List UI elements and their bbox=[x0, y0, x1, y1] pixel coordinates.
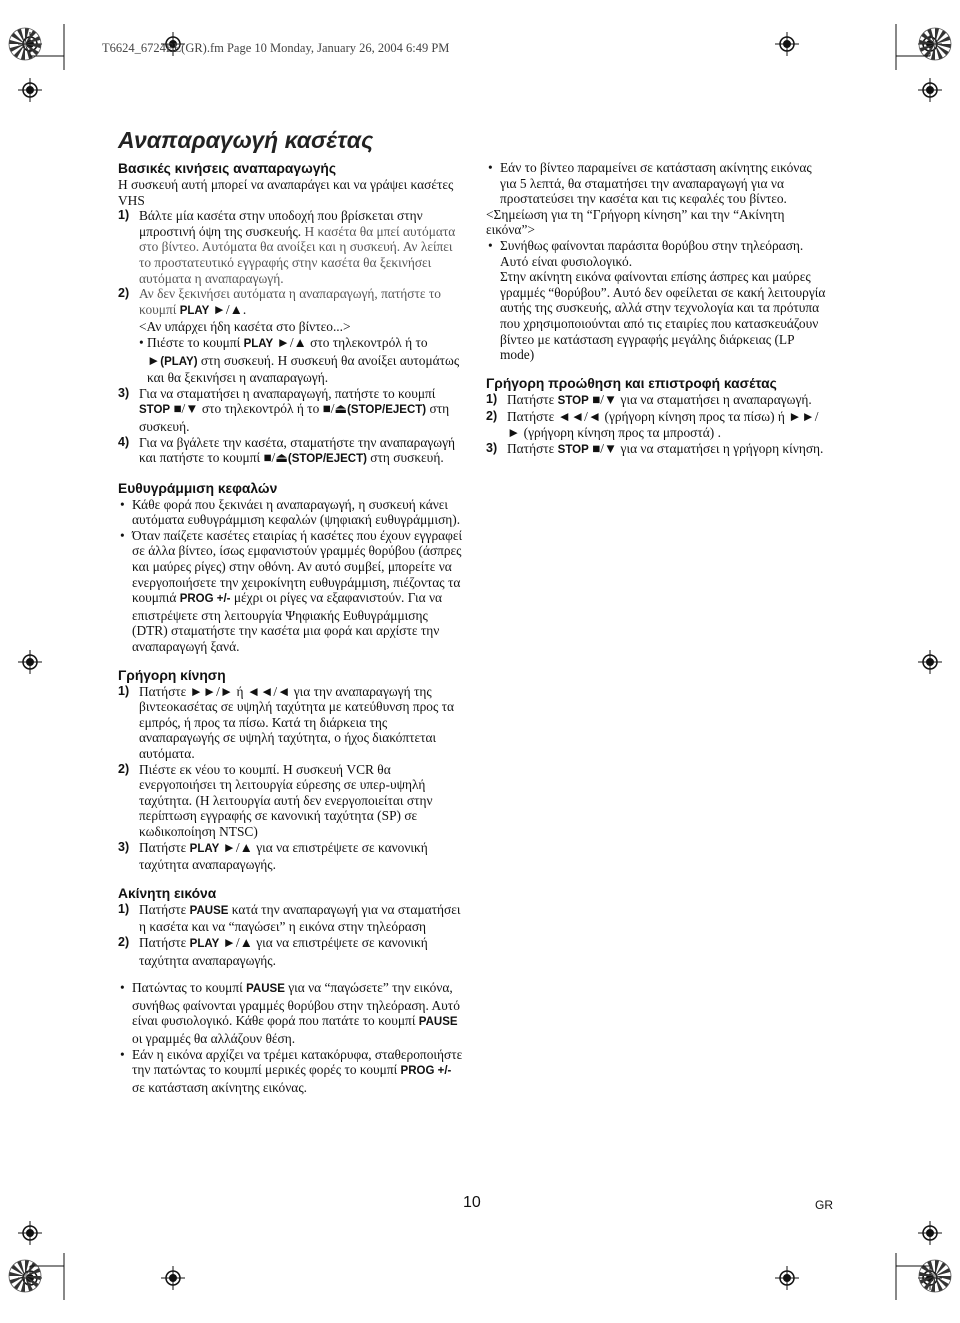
bullet-text: μέχρι οι ρίγες να εξαφανιστούν. Για να επιστρέψετε στη λειτουργία Ψηφιακής Ευθυγράμμισης (DTR) σταματήστε την κασέτα μια φορά και αρχίστε την αναπαραγωγή ξανά. bbox=[132, 590, 443, 655]
step-text: Πατήστε bbox=[507, 440, 555, 456]
page-number: 10 bbox=[463, 1194, 481, 1211]
still-timeout-bullet: • Εάν το βίντεο παραμείνει σε κατάσταση ακίνητης εικόνας για 5 λεπτά, θα σταματήσει την αναπαραγωγή για να προστατεύσει την κασέτα και τις κεφαλές του βίντεο. bbox=[486, 160, 831, 207]
rewind-icon: ◄◄/◄ bbox=[557, 409, 602, 425]
step-number: 2) bbox=[118, 761, 130, 776]
cassette-inserted-note: <Αν υπάρχει ήδη κασέτα στο βίντεο...> bbox=[139, 319, 351, 335]
noise-explanation: Στην ακίνητη εικόνα φαίνονται επίσης άσπρες και μαύρες γραμμές “θορύβου”. Αυτό δεν οφείλεται σε κακή λειτουργία αυτής της συσκευής, αλλά στην τεχνολογία και τα πρότυπα που χρησιμοποιούνται από τις εταιρίες που κατασκευάζουν βίντεο με κατάσταση εγγραφής μεγάλης διάρκειας (LP mode) bbox=[500, 269, 826, 363]
color-wheel-icon bbox=[9, 28, 41, 60]
rewind-icon: ◄◄/◄ bbox=[246, 683, 291, 699]
play-symbol-icon: ►/▲ bbox=[222, 934, 253, 950]
registration-crosshair-icon bbox=[775, 1266, 799, 1290]
registration-crosshair-icon bbox=[918, 1221, 942, 1245]
page-title: Αναπαραγωγή κασέτας bbox=[118, 127, 374, 153]
search-heading: Γρήγορη κίνηση bbox=[118, 667, 226, 683]
basic-step-4 bbox=[118, 435, 463, 468]
ff-step-3 bbox=[486, 441, 831, 459]
step-text: για να σταματήσει η γρήγορη κίνηση. bbox=[620, 440, 824, 456]
step-text: για να σταματήσει η αναπαραγωγή. bbox=[620, 391, 812, 407]
step-number: 1) bbox=[118, 683, 130, 698]
step-text: Πατήστε bbox=[139, 839, 187, 855]
play-key-label: PLAY bbox=[189, 937, 220, 950]
still-step-2 bbox=[118, 935, 463, 968]
step-text: ή bbox=[236, 683, 244, 699]
still-step-1 bbox=[118, 902, 463, 935]
play-symbol-icon: ►/▲ bbox=[212, 301, 243, 317]
tracking-heading: Ευθυγράμμιση κεφαλών bbox=[118, 480, 278, 496]
step-text: στη συσκευή. Η συσκευή θα ανοίξει αυτομάτως και θα ξεκινήσει η αναπαραγωγή. bbox=[147, 352, 460, 386]
file-header: T6624_6724EE(GR).fm Page 10 Monday, January 26, 2004 6:49 PM bbox=[102, 41, 450, 55]
step-number: 3) bbox=[486, 440, 498, 455]
ff-step-2 bbox=[486, 409, 831, 440]
step-text: στη συσκευή. bbox=[370, 450, 444, 466]
bullet-text: Όταν παίζετε κασέτες εταιρίας ή κασέτες που έχουν εγγραφεί σε άλλα βίντεο, ίσως εμφανιστούν γραμμές θορύβου (άσπρες και μαύρες ρίγες) στην οθόνη. Αν αυτό συμβεί, μπορείτε να ενεργοποιήσετε την χειροκίνητη ευθυγράμμιση, πιέζοντας τα κουμπιά bbox=[132, 527, 463, 606]
basic-intro: Η συσκευή αυτή μπορεί να αναπαράγει και να γράψει κασέτες VHS bbox=[118, 177, 454, 208]
basic-playback-heading: Βασικές κινήσεις αναπαραγωγής bbox=[118, 161, 337, 176]
noise-bullet: • Συνήθως φαίνονται παράσιτα θορύβου στην τηλεόραση. bbox=[486, 238, 831, 254]
registration-crosshair-icon bbox=[18, 78, 42, 102]
basic-step-3 bbox=[118, 386, 463, 435]
color-wheel-icon bbox=[9, 1260, 41, 1292]
play-key-label: PLAY bbox=[179, 304, 210, 317]
step-text: Βάλτε μία κασέτα στην υποδοχή που βρίσκεται στην μπροστινή όψη της συσκευής. bbox=[139, 208, 423, 239]
bullet-text: για να “παγώσετε” την εικόνα, συνήθως φαίνονται γραμμές θορύβου στην τηλεόραση. Αυτό είναι φυσιολογικό. Κάθε φορά που πατάτε το κουμπί bbox=[132, 980, 460, 1029]
search-still-note: <Σημείωση για τη “Γρήγορη κίνηση” και την “Ακίνητη εικόνα”> bbox=[486, 206, 785, 238]
step-text: Πατήστε bbox=[139, 934, 187, 950]
ff-step-1 bbox=[486, 392, 831, 410]
step-number: 4) bbox=[118, 434, 130, 449]
left-column bbox=[118, 160, 463, 1095]
step-text: (γρήγορη κίνηση προς τα πίσω) ή bbox=[604, 409, 785, 425]
noise-normal-text: Αυτό είναι φυσιολογικό. bbox=[500, 253, 633, 269]
basic-step-1 bbox=[118, 208, 463, 286]
step-text: στη συσκευή. bbox=[139, 401, 450, 434]
step-number: 3) bbox=[118, 385, 130, 400]
stop-symbol-icon: ■/▼ bbox=[592, 440, 618, 456]
step-text: Πιέστε το κουμπί bbox=[147, 334, 241, 350]
search-step-3 bbox=[118, 840, 463, 873]
play-icon: ► bbox=[147, 352, 161, 368]
step-number: 1) bbox=[486, 391, 498, 406]
still-bullet-2 bbox=[118, 1047, 463, 1096]
step-number: 3) bbox=[118, 839, 130, 854]
registration-crosshair-icon bbox=[918, 78, 942, 102]
basic-step-2-sub bbox=[118, 335, 463, 386]
ff-rew-heading: Γρήγορη προώθηση και επιστροφή κασέτας bbox=[486, 375, 777, 391]
pause-key-label: PAUSE bbox=[246, 983, 285, 996]
basic-step-2 bbox=[118, 286, 463, 319]
play-key-label: PLAY bbox=[189, 842, 220, 855]
stop-eject-icon: ■/⏏ bbox=[322, 401, 348, 417]
stop-eject-icon: ■/⏏ bbox=[263, 450, 288, 466]
pause-key-label: PAUSE bbox=[418, 1016, 458, 1029]
stop-eject-key-label: (STOP/EJECT) bbox=[287, 453, 367, 466]
right-column bbox=[486, 160, 831, 458]
step-text: Πατήστε bbox=[507, 391, 555, 407]
fast-forward-icon: ►►/► bbox=[189, 683, 234, 699]
step-number: 1) bbox=[118, 208, 130, 223]
step-text: για να επιστρέψετε σε κανονική ταχύτητα αναπαραγωγής. bbox=[139, 934, 428, 968]
step-text: Πιέστε εκ νέου το κουμπί. Η συσκευή VCR θα ενεργοποιήσει τη λειτουργία εύρεσης σε υπερ-υψηλή ταχύτητα. (Η λειτουργία αυτή δεν ενεργοποιείται στην περίπτωση εγγραφής σε κανονική ταχύτητα (SP) σε κωδικοποίηση NTSC) bbox=[139, 761, 433, 839]
bullet-text: Εάν η εικόνα αρχίζει να τρέμει κατακόρυφα, σταθεροποιήστε την πατώντας το κουμπί μερικές φορές το κουμπί bbox=[132, 1046, 463, 1078]
bullet-text: Πατώντας το κουμπί bbox=[132, 980, 243, 996]
stop-eject-key-label: (STOP/EJECT) bbox=[347, 404, 427, 417]
step-text: Αν δεν ξεκινήσει αυτόματα η αναπαραγωγή, πατήστε το κουμπί bbox=[139, 286, 441, 317]
registration-crosshair-icon bbox=[18, 1221, 42, 1245]
stop-key-label: STOP bbox=[557, 443, 589, 456]
step-number: 1) bbox=[118, 901, 130, 916]
step-text: Για να βγάλετε την κασέτα, σταματήστε την αναπαραγωγή και πατήστε το κουμπί bbox=[139, 434, 455, 466]
stop-symbol-icon: ■/▼ bbox=[173, 401, 199, 417]
step-text: στο τηλεκοντρόλ ή το bbox=[310, 334, 428, 350]
step-text: στο τηλεκοντρόλ ή το bbox=[201, 401, 320, 417]
play-key-label: PLAY bbox=[243, 337, 274, 350]
color-wheel-icon bbox=[919, 1260, 951, 1292]
registration-crosshair-icon bbox=[161, 1266, 185, 1290]
fast-forward-icon: ►►/► bbox=[507, 409, 819, 440]
step-number: 2) bbox=[118, 934, 130, 949]
tracking-bullet-2 bbox=[118, 528, 463, 655]
registration-crosshair-icon bbox=[918, 650, 942, 674]
step-number: 2) bbox=[118, 286, 130, 301]
step-text: για να επιστρέψετε σε κανονική ταχύτητα αναπαραγωγής. bbox=[139, 839, 428, 873]
step-text: (γρήγορη κίνηση προς τα μπροστά) . bbox=[523, 424, 721, 440]
play-symbol-icon: ►/▲ bbox=[222, 839, 253, 855]
step-number: 2) bbox=[486, 409, 498, 424]
stop-key-label: STOP bbox=[557, 394, 589, 407]
tracking-bullet-1: • Κάθε φορά που ξεκινάει η αναπαραγωγή, η συσκευή κάνει αυτόματα ευθυγράμμιση κεφαλών (ψηφιακή ευθυγράμμιση). bbox=[118, 497, 463, 528]
step-text: Πατήστε bbox=[139, 683, 187, 699]
still-bullet-1 bbox=[118, 980, 463, 1046]
color-wheel-icon bbox=[919, 28, 951, 60]
stop-key-label: STOP bbox=[139, 404, 171, 417]
step-text: Για να σταματήσει η αναπαραγωγή, πατήστε το κουμπί bbox=[139, 385, 436, 401]
play-key-label: (PLAY) bbox=[160, 355, 198, 368]
stop-symbol-icon: ■/▼ bbox=[592, 391, 618, 407]
registration-crosshair-icon bbox=[775, 32, 799, 56]
step-text: . bbox=[242, 301, 247, 317]
registration-crosshair-icon bbox=[18, 650, 42, 674]
play-symbol-icon: ►/▲ bbox=[276, 334, 307, 350]
bullet-text: οι γραμμές θα αλλάζουν θέση. bbox=[132, 1030, 296, 1046]
prog-key-label: PROG +/- bbox=[179, 593, 231, 606]
step-text: Η κασέτα θα μπεί αυτόματα στο βίντεο. Αυτόματα θα ανοίξει και η συσκευή. Αν λείπει το προστατευτικό εγγραφής στην κασέτα θα ξεκινήσει αυτόματα η αναπαραγωγή. bbox=[139, 223, 456, 286]
step-text: για την αναπαραγωγή της βιντεοκασέτας σε υψηλή ταχύτητα με κατεύθυνση προς τα εμπρός, ή προς τα πίσω. Κατά τη διάρκεια της αναπαραγωγής σε υψηλή ταχύτητα, ο ήχος διακόπτεται αυτόματα. bbox=[139, 683, 455, 761]
search-step-1 bbox=[118, 684, 463, 762]
step-text: Πατήστε bbox=[507, 409, 555, 425]
pause-key-label: PAUSE bbox=[189, 904, 229, 917]
step-text: Πατήστε bbox=[139, 901, 187, 917]
search-step-2 bbox=[118, 762, 463, 840]
bullet-text: σε κατάσταση ακίνητης εικόνας. bbox=[132, 1079, 307, 1095]
language-code: GR bbox=[815, 1198, 833, 1212]
still-heading: Ακίνητη εικόνα bbox=[118, 885, 217, 901]
step-text: κατά την αναπαραγωγή για να σταματήσει η κασέτα και να “παγώσει” η εικόνα στην τηλεόραση bbox=[139, 901, 461, 935]
prog-key-label: PROG +/- bbox=[400, 1065, 452, 1078]
